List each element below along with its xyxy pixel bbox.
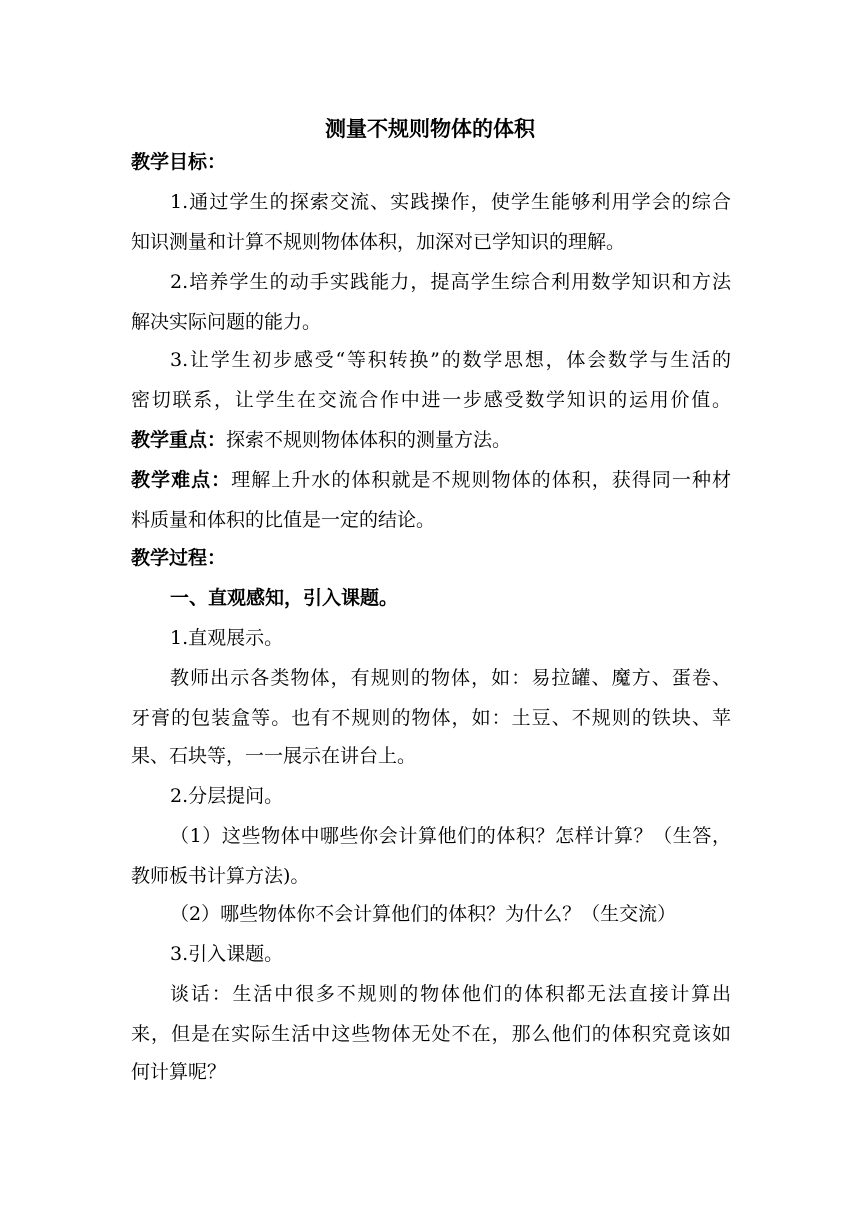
difficulty-text: 理解上升水的体积就是不规则物体的体积，获得同一种材 (231, 469, 731, 491)
para-1-line-2: 牙膏的包装盒等。也有不规则的物体，如：土豆、不规则的铁块、苹 (131, 707, 731, 729)
step-3-heading: 3.引入课题。 (170, 943, 284, 965)
difficulty-line-2: 料质量和体积的比值是一定的结论。 (131, 509, 436, 531)
objectives-heading: 教学目标： (131, 151, 227, 173)
para-1-line-3: 果、石块等，一一展示在讲台上。 (131, 745, 417, 767)
objective-3-line-2: 密切联系，让学生在交流合作中进一步感受数学知识的运用价值。 (131, 389, 731, 411)
key-point-label: 教学重点： (131, 429, 227, 451)
step-1-heading: 1.直观展示。 (170, 627, 284, 649)
section-1-heading: 一、直观感知，引入课题。 (170, 587, 399, 609)
difficulty-label: 教学难点： (131, 469, 232, 491)
objective-1-line-2: 知识测量和计算不规则物体体积，加深对已学知识的理解。 (131, 231, 626, 253)
process-heading: 教学过程： (131, 547, 227, 569)
para-1-line-1: 教师出示各类物体，有规则的物体，如：易拉罐、魔方、蛋卷、 (170, 667, 731, 689)
difficulty-line-1 (131, 464, 731, 496)
talk-line-1: 谈话：生活中很多不规则的物体他们的体积都无法直接计算出 (170, 983, 731, 1005)
question-1-line-1: （1）这些物体中哪些你会计算他们的体积？怎样计算？（生答， (170, 825, 731, 847)
talk-line-3: 何计算呢？ (131, 1061, 227, 1083)
question-1-line-2: 教师板书计算方法)。 (131, 865, 310, 887)
key-point-text: 探索不规则物体体积的测量方法。 (226, 429, 512, 451)
objective-3-line-1: 3.让学生初步感受“等积转换”的数学思想，体会数学与生活的 (170, 349, 731, 371)
objective-2-line-1: 2.培养学生的动手实践能力，提高学生综合利用数学知识和方法 (170, 271, 731, 293)
objective-2-line-2: 解决实际问题的能力。 (131, 311, 322, 333)
talk-line-2: 来，但是在实际生活中这些物体无处不在，那么他们的体积究竟该如 (131, 1023, 731, 1045)
key-point-line (131, 424, 731, 456)
document-title: 测量不规则物体的体积 (325, 116, 535, 141)
step-2-heading: 2.分层提问。 (170, 785, 284, 807)
question-2-line: （2）哪些物体你不会计算他们的体积？为什么？（生交流） (170, 903, 677, 925)
objective-1-line-1: 1.通过学生的探索交流、实践操作，使学生能够利用学会的综合 (170, 191, 731, 213)
